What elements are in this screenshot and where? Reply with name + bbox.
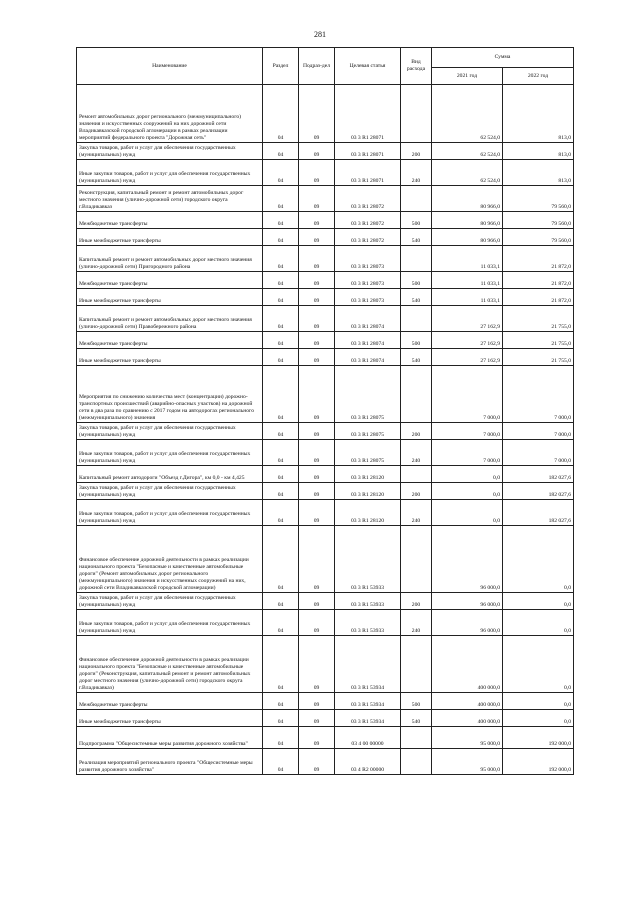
row-subsection: 09: [299, 160, 335, 186]
row-name: Иные закупки товаров, работ и услуг для обеспечения государственных (муниципальных) нужд: [77, 160, 263, 186]
row-subsection: 09: [299, 229, 335, 246]
row-sum-2022: 21 872,0: [503, 272, 574, 289]
row-section: 04: [263, 440, 299, 466]
row-target-article: 03 3 R1 28072: [335, 229, 401, 246]
row-expense-type: 240: [401, 160, 432, 186]
row-subsection: 09: [299, 483, 335, 500]
row-expense-type: [401, 306, 432, 332]
row-expense-type: 500: [401, 332, 432, 349]
table-row: [77, 229, 574, 246]
row-sum-2022: 813,0: [503, 143, 574, 160]
row-target-article: 03 3 R1 28073: [335, 272, 401, 289]
row-subsection: 09: [299, 349, 335, 366]
table-body: [77, 85, 574, 775]
row-sum-2021: 0,0: [432, 483, 503, 500]
row-name: Ремонт автомобильных дорог регионального (межмуниципального) значения и искусственных сооружений на них дорожной сети Владикавказской городской агломерации в рамках реализации мероприятий федерального проекта "Дорожная сеть": [77, 85, 263, 143]
row-name: Иные межбюджетные трансферты: [77, 289, 263, 306]
row-name: Межбюджетные трансферты: [77, 693, 263, 710]
table-row: [77, 272, 574, 289]
table-row: [77, 332, 574, 349]
row-subsection: 09: [299, 272, 335, 289]
row-sum-2022: 192 000,0: [503, 749, 574, 775]
row-target-article: 03 3 R1 28072: [335, 186, 401, 212]
row-section: 04: [263, 466, 299, 483]
row-subsection: 09: [299, 466, 335, 483]
row-sum-2022: 21 755,0: [503, 306, 574, 332]
row-sum-2022: 0,0: [503, 526, 574, 593]
row-sum-2022: 79 560,0: [503, 186, 574, 212]
row-sum-2021: 11 033,1: [432, 289, 503, 306]
table-row: [77, 423, 574, 440]
row-section: 04: [263, 500, 299, 526]
row-section: 04: [263, 693, 299, 710]
row-name: Иные закупки товаров, работ и услуг для обеспечения государственных (муниципальных) нужд: [77, 440, 263, 466]
row-sum-2021: 0,0: [432, 500, 503, 526]
table-row: [77, 710, 574, 727]
row-sum-2022: 0,0: [503, 710, 574, 727]
row-sum-2022: 21 755,0: [503, 332, 574, 349]
row-section: 04: [263, 593, 299, 610]
row-subsection: 09: [299, 186, 335, 212]
row-expense-type: 540: [401, 349, 432, 366]
row-section: 04: [263, 710, 299, 727]
row-sum-2021: 95 000,0: [432, 727, 503, 749]
table-row: [77, 246, 574, 272]
row-section: 04: [263, 332, 299, 349]
row-subsection: 09: [299, 143, 335, 160]
row-section: 04: [263, 186, 299, 212]
row-sum-2022: 0,0: [503, 693, 574, 710]
header-name: Наименование: [77, 48, 263, 85]
row-target-article: 03 3 R1 28073: [335, 246, 401, 272]
row-subsection: 09: [299, 332, 335, 349]
row-expense-type: [401, 85, 432, 143]
row-target-article: 03 3 R1 28120: [335, 466, 401, 483]
row-target-article: 03 4 R2 00000: [335, 749, 401, 775]
row-sum-2022: 21 872,0: [503, 289, 574, 306]
row-target-article: 03 3 R1 28071: [335, 160, 401, 186]
row-sum-2021: 11 033,1: [432, 246, 503, 272]
row-expense-type: [401, 246, 432, 272]
row-target-article: 03 3 R1 53933: [335, 526, 401, 593]
row-sum-2021: 0,0: [432, 466, 503, 483]
row-name: Иные межбюджетные трансферты: [77, 349, 263, 366]
row-sum-2021: 7 000,0: [432, 440, 503, 466]
row-target-article: 03 3 R1 28071: [335, 143, 401, 160]
row-subsection: 09: [299, 246, 335, 272]
row-sum-2022: 813,0: [503, 85, 574, 143]
row-target-article: 03 3 R1 28075: [335, 366, 401, 423]
row-expense-type: [401, 466, 432, 483]
row-subsection: 09: [299, 710, 335, 727]
row-name: Закупка товаров, работ и услуг для обеспечения государственных (муниципальных) нужд: [77, 143, 263, 160]
row-name: Финансовое обеспечение дорожной деятельности в рамках реализации национального проекта "Безопасные и качественные автомобильные дороги" (Реконструкция, капитальный ремонт и ремонт автомобильных дорог местного значения (улично-дорожной сети) городского округа г.Владикавказ): [77, 636, 263, 693]
row-name: Реализация мероприятий регионального проекта "Общесистемные меры развития дорожного хозяйства": [77, 749, 263, 775]
table-row: [77, 466, 574, 483]
row-target-article: 03 3 R1 53934: [335, 693, 401, 710]
row-name: Закупка товаров, работ и услуг для обеспечения государственных (муниципальных) нужд: [77, 593, 263, 610]
row-name: Финансовое обеспечение дорожной деятельности в рамках реализации национального проекта "Безопасные и качественные автомобильные дороги" (Ремонт автомобильных дорог регионального (межмуниципального) значения и искусственных сооружений на них, дорожной сети Владикавказской городской агломерации): [77, 526, 263, 593]
row-subsection: 09: [299, 366, 335, 423]
row-expense-type: 240: [401, 610, 432, 636]
row-sum-2022: 21 872,0: [503, 246, 574, 272]
row-sum-2022: 813,0: [503, 160, 574, 186]
row-target-article: 03 3 R1 28075: [335, 440, 401, 466]
row-sum-2021: 96 000,0: [432, 610, 503, 636]
row-sum-2022: 79 560,0: [503, 212, 574, 229]
row-section: 04: [263, 483, 299, 500]
row-sum-2022: 182 027,6: [503, 466, 574, 483]
row-name: Межбюджетные трансферты: [77, 272, 263, 289]
row-sum-2022: 192 000,0: [503, 727, 574, 749]
row-section: 04: [263, 610, 299, 636]
header-sum: Сумма: [432, 48, 574, 68]
row-sum-2021: 27 162,9: [432, 332, 503, 349]
header-subsection: Подраз-дел: [299, 48, 335, 85]
row-section: 04: [263, 423, 299, 440]
row-sum-2022: 7 000,0: [503, 440, 574, 466]
row-subsection: 09: [299, 212, 335, 229]
row-section: 04: [263, 246, 299, 272]
row-sum-2021: 62 524,0: [432, 160, 503, 186]
row-sum-2021: 11 033,1: [432, 272, 503, 289]
row-section: 04: [263, 366, 299, 423]
table-row: [77, 526, 574, 593]
row-name: Закупка товаров, работ и услуг для обеспечения государственных (муниципальных) нужд: [77, 483, 263, 500]
row-sum-2022: 182 027,6: [503, 500, 574, 526]
row-section: 04: [263, 272, 299, 289]
row-sum-2021: 96 000,0: [432, 526, 503, 593]
row-expense-type: [401, 749, 432, 775]
row-target-article: 03 3 R1 28120: [335, 483, 401, 500]
row-sum-2022: 7 000,0: [503, 423, 574, 440]
row-sum-2021: 400 000,0: [432, 693, 503, 710]
row-expense-type: 540: [401, 710, 432, 727]
table-row: [77, 610, 574, 636]
row-section: 04: [263, 289, 299, 306]
row-subsection: 09: [299, 610, 335, 636]
row-section: 04: [263, 85, 299, 143]
table-row: [77, 160, 574, 186]
row-section: 04: [263, 306, 299, 332]
table-row: [77, 693, 574, 710]
table-row: [77, 440, 574, 466]
row-expense-type: [401, 366, 432, 423]
row-section: 04: [263, 143, 299, 160]
row-expense-type: 540: [401, 289, 432, 306]
row-sum-2022: 0,0: [503, 593, 574, 610]
row-name: Иные межбюджетные трансферты: [77, 710, 263, 727]
row-name: Иные закупки товаров, работ и услуг для обеспечения государственных (муниципальных) нужд: [77, 610, 263, 636]
row-sum-2022: 79 560,0: [503, 229, 574, 246]
row-subsection: 09: [299, 693, 335, 710]
table-row: [77, 186, 574, 212]
row-subsection: 09: [299, 306, 335, 332]
row-expense-type: 540: [401, 229, 432, 246]
row-expense-type: [401, 186, 432, 212]
table-row: [77, 483, 574, 500]
row-name: Капитальный ремонт и ремонт автомобильных дорог местного значения (улично-дорожной сети) Правобережного района: [77, 306, 263, 332]
row-sum-2021: 27 162,9: [432, 349, 503, 366]
row-name: Реконструкция, капитальный ремонт и ремонт автомобильных дорог местного значения (улично-дорожной сети) городского округа г.Владикавказ: [77, 186, 263, 212]
row-subsection: 09: [299, 749, 335, 775]
table-row: [77, 366, 574, 423]
row-expense-type: [401, 526, 432, 593]
row-section: 04: [263, 212, 299, 229]
header-section: Раздел: [263, 48, 299, 85]
row-subsection: 09: [299, 526, 335, 593]
row-subsection: 09: [299, 85, 335, 143]
row-name: Межбюджетные трансферты: [77, 212, 263, 229]
row-sum-2021: 80 966,0: [432, 212, 503, 229]
row-sum-2021: 80 966,0: [432, 229, 503, 246]
row-subsection: 09: [299, 500, 335, 526]
row-target-article: 03 3 R1 28075: [335, 423, 401, 440]
row-target-article: 03 3 R1 53933: [335, 610, 401, 636]
row-subsection: 09: [299, 727, 335, 749]
row-sum-2022: 182 027,6: [503, 483, 574, 500]
row-expense-type: 500: [401, 693, 432, 710]
row-sum-2021: 95 000,0: [432, 749, 503, 775]
table-row: [77, 85, 574, 143]
row-sum-2021: 62 524,0: [432, 143, 503, 160]
header-year-2022: 2022 год: [503, 68, 574, 85]
row-name: Межбюджетные трансферты: [77, 332, 263, 349]
budget-table: [76, 47, 574, 775]
table-row: [77, 636, 574, 693]
table-row: [77, 727, 574, 749]
row-expense-type: 200: [401, 143, 432, 160]
header-expense-type: Вид расхода: [401, 48, 432, 85]
table-header: [77, 48, 574, 85]
row-name: Капитальный ремонт и ремонт автомобильных дорог местного значения (улично-дорожной сети) Пригородного района: [77, 246, 263, 272]
row-name: Закупка товаров, работ и услуг для обеспечения государственных (муниципальных) нужд: [77, 423, 263, 440]
row-sum-2021: 96 000,0: [432, 593, 503, 610]
row-expense-type: [401, 636, 432, 693]
header-target-article: Целевая статья: [335, 48, 401, 85]
row-expense-type: 500: [401, 272, 432, 289]
row-target-article: 03 3 R1 28071: [335, 85, 401, 143]
table-row: [77, 500, 574, 526]
row-target-article: 03 3 R1 53934: [335, 710, 401, 727]
row-name: Подпрограмма "Общесистемные меры развития дорожного хозяйства": [77, 727, 263, 749]
row-subsection: 09: [299, 289, 335, 306]
table-row: [77, 593, 574, 610]
row-sum-2021: 400 000,0: [432, 636, 503, 693]
header-year-2021: 2021 год: [432, 68, 503, 85]
row-sum-2021: 62 524,0: [432, 85, 503, 143]
row-section: 04: [263, 636, 299, 693]
row-expense-type: 240: [401, 440, 432, 466]
table-row: [77, 143, 574, 160]
row-expense-type: 500: [401, 212, 432, 229]
page-number: 281: [314, 30, 326, 39]
row-expense-type: [401, 727, 432, 749]
row-subsection: 09: [299, 636, 335, 693]
row-expense-type: 200: [401, 423, 432, 440]
row-target-article: 03 3 R1 28073: [335, 289, 401, 306]
row-sum-2021: 27 162,9: [432, 306, 503, 332]
row-sum-2022: 0,0: [503, 610, 574, 636]
row-expense-type: 200: [401, 483, 432, 500]
row-sum-2021: 80 966,0: [432, 186, 503, 212]
row-section: 04: [263, 727, 299, 749]
table-row: [77, 306, 574, 332]
row-target-article: 03 3 R1 28074: [335, 349, 401, 366]
row-expense-type: 240: [401, 500, 432, 526]
row-name: Иные межбюджетные трансферты: [77, 229, 263, 246]
row-target-article: 03 3 R1 53934: [335, 636, 401, 693]
table-row: [77, 349, 574, 366]
row-target-article: 03 3 R1 28074: [335, 306, 401, 332]
row-sum-2021: 7 000,0: [432, 366, 503, 423]
table-row: [77, 749, 574, 775]
row-subsection: 09: [299, 593, 335, 610]
row-section: 04: [263, 160, 299, 186]
row-section: 04: [263, 526, 299, 593]
table-row: [77, 289, 574, 306]
row-expense-type: 200: [401, 593, 432, 610]
row-sum-2021: 7 000,0: [432, 423, 503, 440]
row-name: Иные закупки товаров, работ и услуг для обеспечения государственных (муниципальных) нужд: [77, 500, 263, 526]
row-sum-2022: 21 755,0: [503, 349, 574, 366]
row-name: Мероприятия по снижению количества мест (концентрации) дорожно-транспортных происшествий (аварийно-опасных участков) на дорожной сети в два раза по сравнению с 2017 годом на автодорогах регионального (межмуниципального) значения: [77, 366, 263, 423]
row-sum-2022: 0,0: [503, 636, 574, 693]
row-section: 04: [263, 229, 299, 246]
row-name: Капитальный ремонт автодороги "Объезд г.Дигора", км 0,0 - км 4,425: [77, 466, 263, 483]
row-target-article: 03 3 R1 28120: [335, 500, 401, 526]
row-section: 04: [263, 749, 299, 775]
row-target-article: 03 3 R1 53933: [335, 593, 401, 610]
row-target-article: 03 4 00 00000: [335, 727, 401, 749]
row-target-article: 03 3 R1 28074: [335, 332, 401, 349]
row-sum-2022: 7 000,0: [503, 366, 574, 423]
row-target-article: 03 3 R1 28072: [335, 212, 401, 229]
table-row: [77, 212, 574, 229]
row-subsection: 09: [299, 440, 335, 466]
row-sum-2021: 400 000,0: [432, 710, 503, 727]
row-subsection: 09: [299, 423, 335, 440]
row-section: 04: [263, 349, 299, 366]
